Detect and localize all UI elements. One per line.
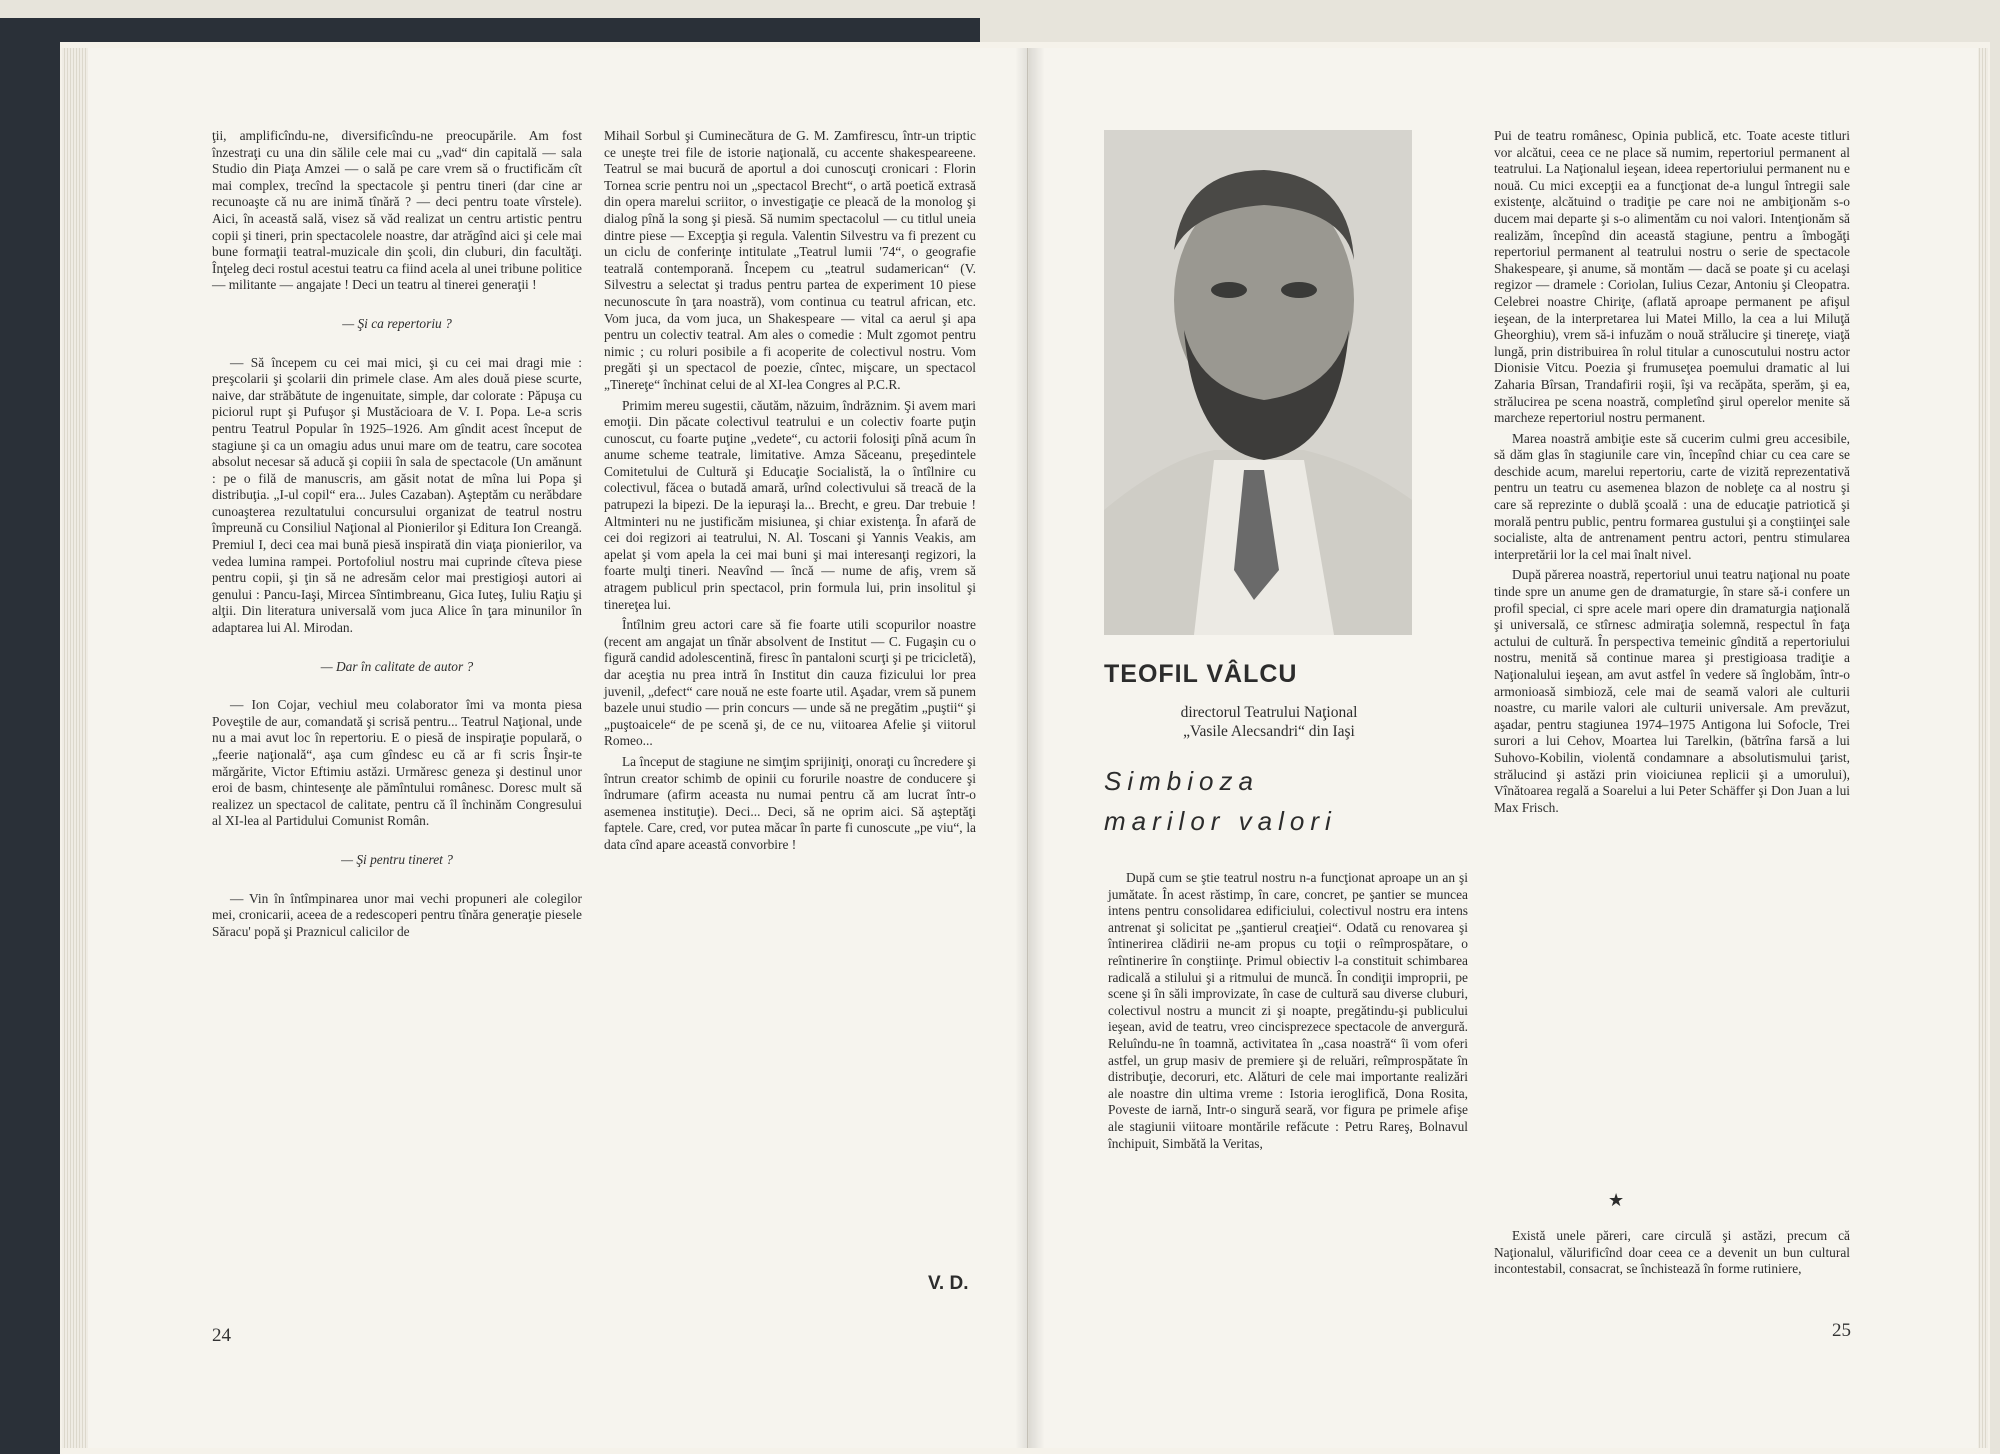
portrait-photo — [1104, 130, 1412, 635]
person-role-line-2: „Vasile Alecsandri“ din Iaşi — [1183, 723, 1355, 740]
right-page-column-3 — [1108, 870, 1468, 1156]
paragraph: — Ion Cojar, vechiul meu colaborator îmi va monta piesa Poveştile de aur, comandată şi scrisă pentru... Teatrul Naţional, unde nu a mai avut loc în repertoriu. E o piesă de inspiraţie populară, o „feerie naţională“, aşa cum gîndesc eu că ar fi scris Înşir-te mărgărite, Victor Eftimiu astăzi. Urmăresc geneza şi destinul unor eroi de basm, chintesenţe ale pămîntului românesc. Doresc mult să realizez un spectacol de calitate, pentru că îl închinăm Congresului al XI-lea al Partidului Comunist Român. — [212, 697, 582, 829]
paragraph: Mihail Sorbul şi Cuminecătura de G. M. Zamfirescu, într-un triptic ce uneşte trei file de istorie naţională, cu accente shakespeareene. Teatrul se mai bucură de aportul a doi cunoscuţi cronicari : Florin Tornea scrie pentru noi un „spectacol Brecht“, o artă poetică extrasă din opera marelui scriitor, o investigaţie ce pleacă de la monolog şi dialog pînă la song şi piesă. Să numim spectacolul — cu titlul uneia dintre piese — Excepţia şi regula. Valentin Silvestru va fi prezent cu un ciclu de conferinţe intitulate „Teatrul lumii '74“, o geografie teatrală contemporană. Începem cu „teatrul sudamerican“ (V. Silvestru a selectat şi tradus pentru partea de experiment 10 piese necunoscute în ţara noastră), vom continua cu teatrul african, etc. Vom juca, da vom juca, un Shakespeare — vital ca aerul şi apa pentru un colectiv teatral. Am ales o comedie : Mult zgomot pentru nimic ; cu roluri posibile a fi acoperite de colectivul nostru. Vom pregăti şi un spectacol de poezie, cîntec, mişcare, un spectacol „Tinereţe“ închinat celui de al XI-lea Congres al P.C.R. — [604, 128, 976, 392]
interview-question: — Şi ca repertoriu ? — [342, 315, 452, 331]
paragraph: Întîlnim greu actori care să fie foarte utili scopurilor noastre (recent am angajat un tînăr absolvent de Institut — C. Fugaşin cu o figură candid adolescentină, firesc în pantaloni scurţi şi pe tricicletă), dar aceştia nu prea intră în Institut din cauza fizicului lor prea juvenil, „defect“ care nouă ne este foarte util. Aşadar, vrem să punem bazele unui studio — prin concurs — unde să ne pregătim „puştii“ şi „puştoaicele“ de pe scenă şi, de ce nu, viitoarea Afelie şi viitorul Romeo... — [604, 617, 976, 749]
paragraph: Marea noastră ambiţie este să cucerim culmi greu accesibile, să dăm glas în stagiunile care vin, începînd chiar cu cea care se deschide acum, marelui repertoriu, carte de vizită reprezentativă pentru un teatru cu asemenea blazon de nobleţe ca al nostru şi care să reprezinte o dublă şcoală : una de educaţie patriotică şi morală pentru public, pentru formarea gustului şi a conştiinţei sale socialiste, alta de antrenament pentru actori, pentru stimularea interpretării lor la cel mai înalt nivel. — [1494, 430, 1850, 562]
paragraph: Există unele păreri, care circulă şi astăzi, precum că Naţionalul, vălurificînd doar ceea ce a devenit un bun cultural incontestabil, consacrat, se închistează în forme rutiniere, — [1494, 1228, 1850, 1277]
paragraph: La început de stagiune ne simţim sprijiniţi, onoraţi cu încredere şi întrun creator schimb de opinii cu forurile noastre de conducere şi îndrumare (afirm aceasta nu numai pentru că am lucrat într-o asemenea instituţie). Deci... Deci, să ne oprim aici. Să aşteptăţi faptele. Care, cred, vor putea măcar în parte fi cunoscute „pe viu“, la data cînd apare această convorbire ! — [604, 753, 976, 852]
book-gutter — [1015, 48, 1045, 1448]
interview-question: — Şi pentru tineret ? — [341, 851, 453, 867]
page-number-left: 24 — [212, 1325, 231, 1346]
paragraph: ţii, amplificîndu-ne, diversificîndu-ne preocupările. Am fost înzestraţi cu una din sălile cele mai cu „vad“ din capitală — sala Studio din Piaţa Amzei — o sală pe care vrem să o fructificăm cît mai complex, trecînd la spectacole şi pentru tineri (dar cine ar recunoaşte că nu are inimă tînără ? — deci pentru toate vîrstele). Aici, în această sală, visez să văd realizat un centru artistic pentru copii şi tineri, prin spectacolele noastre, dar atrăgînd aici şi cele mai bune formaţii teatral-muzicale din şcoli, din cluburi, din facultăţi. Înţeleg deci rostul acestui teatru ca fiind acela al unei tribune politice — militante — angajate ! Deci un teatru al tinerei generaţii ! — [212, 128, 582, 293]
right-page-column-4 — [1494, 128, 1850, 820]
author-signature: V. D. — [928, 1273, 969, 1294]
paragraph: Pui de teatru românesc, Opinia publică, etc. Toate aceste titluri vor alcătui, ceea ce ne place să numim, repertoriul permanent al teatrului. La Naţionalul ieşean, ideea repertoriului permanent nu e nouă. Cu mici excepţii ea a funcţionat de-a lungul întregii sale existenţe, alcătuind o tradiţie pe care noi ne ambiţionăm s-o ducem mai departe şi s-o alimentăm cu noi valori. Intenţionăm să realizăm, începînd din această stagiune, pentru a îmbogăţi repertoriul permanent al teatrului nostru o serie de spectacole Shakespeare, şi anume, să montăm — dacă se poate şi cu acelaşi regizor — dramele : Coriolan, Iulius Cezar, Antoniu şi Cleopatra. Celebrei noastre Chiriţe, (aflată aproape permanent pe afişul ieşean, de la interpretarea lui Matei Millo, la cea a lui Miluţă Gheorghiu), vrem să-i infuzăm o nouă strălucire şi tinereţe, viaţă lungă, prin distribuirea în rolul titular a cunoscutului nostru actor Dionisie Vitcu. Poezia şi frumuseţea poemului dramatic al lui Zaharia Bîrsan, Trandafirii roşii, îşi va recăpăta, sperăm, şi ea, strălucirea pe scena noastră, completînd şirul operelor menite să marcheze repertoriul nostru permanent. — [1494, 128, 1850, 426]
left-page-edges — [62, 48, 88, 1448]
left-page-column-1 — [212, 128, 582, 944]
article-title — [1104, 761, 1434, 841]
person-role-line-1: directorul Teatrului Naţional — [1180, 704, 1358, 721]
article-title-line-2: marilor valori — [1104, 806, 1337, 836]
person-role — [1104, 703, 1434, 741]
left-page-column-2 — [604, 128, 976, 858]
article-title-line-1: Simbioza — [1104, 766, 1259, 796]
paragraph: — Să începem cu cei mai mici, şi cu cei mai dragi mie : preşcolarii şi şcolarii din primele clase. Am ales două piese scurte, naive, dar străbătute de ingenuitate, simple, dar colorate : Păpuşa cu piciorul rupt şi Pufuşor şi Mustăcioara de V. I. Popa. Le-a scris pentru Teatrul Popular în 1925–1926. Am gîndit acest început de stagiune şi ca un omagiu adus unui mare om de teatru, care socotea absolut necesar să aducă şi copiii în sala de spectacole (Un amănunt : pe o filă de manuscris, am găsit notat de mîna lui Popa şi distribuţia. „I-ul copil“ era... Jules Cazaban). Aşteptăm cu nerăbdare cunoaşterea rezultatului concursului organizat de teatrul nostru împreună cu Consiliul Naţional al Pionierilor şi Editura Ion Creangă. Premiul I, deci cea mai bună piesă inspirată din viaţa pionierilor, va vedea lumina rampei. Portofoliul nostru mai cuprinde cîteva piese pentru copii, şi ţin să ne adresăm celor mai prestigioşi autori ai genului : Pancu-Iaşi, Mircea Sîntimbreanu, Gica Iuteş, Iuliu Raţiu şi alţii. Din literatura universală vom juca Alice în ţara minunilor în adaptarea lui Al. Mirodan. — [212, 354, 582, 636]
portrait-illustration — [1104, 130, 1412, 635]
paragraph: După cum se ştie teatrul nostru n-a funcţionat aproape un an şi jumătate. În acest răstimp, în care, concret, pe şantier se muncea intens pentru consolidarea edificiului, colectivul nostru era intens antrenat şi solicitat pe „şantierul creaţiei“. Odată cu renovarea şi întinerirea clădirii ne-am propus cu toţii o reîmprospătare, o reîntinerire în conştiinţe. Primul obiectiv l-a constituit schimbarea radicală a stilului şi a ritmului de muncă. În condiţii improprii, pe scene şi în săli improvizate, în case de cultură sau diverse cluburi, colectivul nostru a muncit zi şi noapte, pregătindu-şi publicului ieşean, avid de teatru, vreo cincisprezece spectacole de anvergură. Reluîndu-ne în toamnă, activitatea în „casa noastră“ îi vom oferi astfel, un grup masiv de premiere şi de reluări, reîmprospătate în distribuţie, decoruri, etc. Alături de cele mai importante realizări ale noastre din ultima vreme : Istoria ieroglifică, Dona Rosita, Poveste de iarnă, Intr-o singură seară, vor figura pe primele afişe ale stagiunii viitoare montările refăcute : Petru Rareş, Bolnavul închipuit, Simbătă la Veritas, — [1108, 870, 1468, 1151]
paragraph: După părerea noastră, repertoriul unui teatru naţional nu poate tinde spre un anume gen de dramaturgie, în stare să-i confere un profil special, ci spre acele mari opere din dramaturgia naţională şi universală, ce stîrnesc admiraţia solemnă, respectul în faţa actului de cultură. În perspectiva temeinic gîndită a repertoriului nostru, menită să continue marea şi prestigioasa tradiţie a Naţionalului ieşean, am avut astfel în vedere să înglobăm, într-o armonioasă simbioză, cele mai de seamă valori ale culturii noastre, cu marile valori ale culturii universale. Am prevăzut, aşadar, pentru stagiunea 1974–1975 Antigona lui Sofocle, Trei surori a lui Cehov, Moartea lui Tarelkin, (bătrîna farsă a lui Suhovo-Kobilin, violentă condamnare a absolutismului ţarist, strălucind şi astăzi prin vioiciunea replicii şi a umorului), Vînătoarea regală a Soarelui a lui Peter Schäffer şi Don Juan a lui Max Frisch. — [1494, 567, 1850, 815]
paragraph: Primim mereu sugestii, căutăm, năzuim, îndrăznim. Şi avem mari emoţii. Din păcate colectivul teatrului e un colectiv foarte puţin cunoscut, cu foarte puţine „vedete“, cu actorii folosiţi pînă acum în anume scheme teatrale, limitative. Amza Săceanu, preşedintele Comitetului de Cultură şi Educaţie Socialistă, la o întîlnire cu colectivul, făcea o butadă amară, urînd colectivului să treacă de la patrupezi la bipezi. De la iepuraşi la... Brecht, e greu. Dar trebuie ! Altminteri nu ne justificăm misiunea, şi chiar existenţa. În afară de cei doi regizori ai teatrului, N. Al. Toscani şi Yannis Veakis, am apelat şi vom apela la cei mai buni şi mai interesanţi regizori, la foarte mulţi tineri. Neavînd — încă — nume de afiş, vrem să atragem publicul prin spectacol, prin formula lui, prin insolitul şi tinereţea lui. — [604, 397, 976, 612]
section-divider-star: ★ — [1608, 1190, 1625, 1210]
interview-question: — Dar în calitate de autor ? — [320, 658, 474, 674]
page-number-right: 25 — [1832, 1320, 1851, 1341]
paragraph: — Vin în întîmpinarea unor mai vechi propuneri ale colegilor mei, cronicarii, aceea de a redescoperi pentru tînăra generaţie piesele Săracu' popă şi Praznicul calicilor de — [212, 890, 582, 939]
person-name: TEOFIL VÂLCU — [1104, 660, 1298, 688]
right-page-column-4-continuation — [1494, 1228, 1850, 1282]
article-header — [1104, 660, 1434, 841]
